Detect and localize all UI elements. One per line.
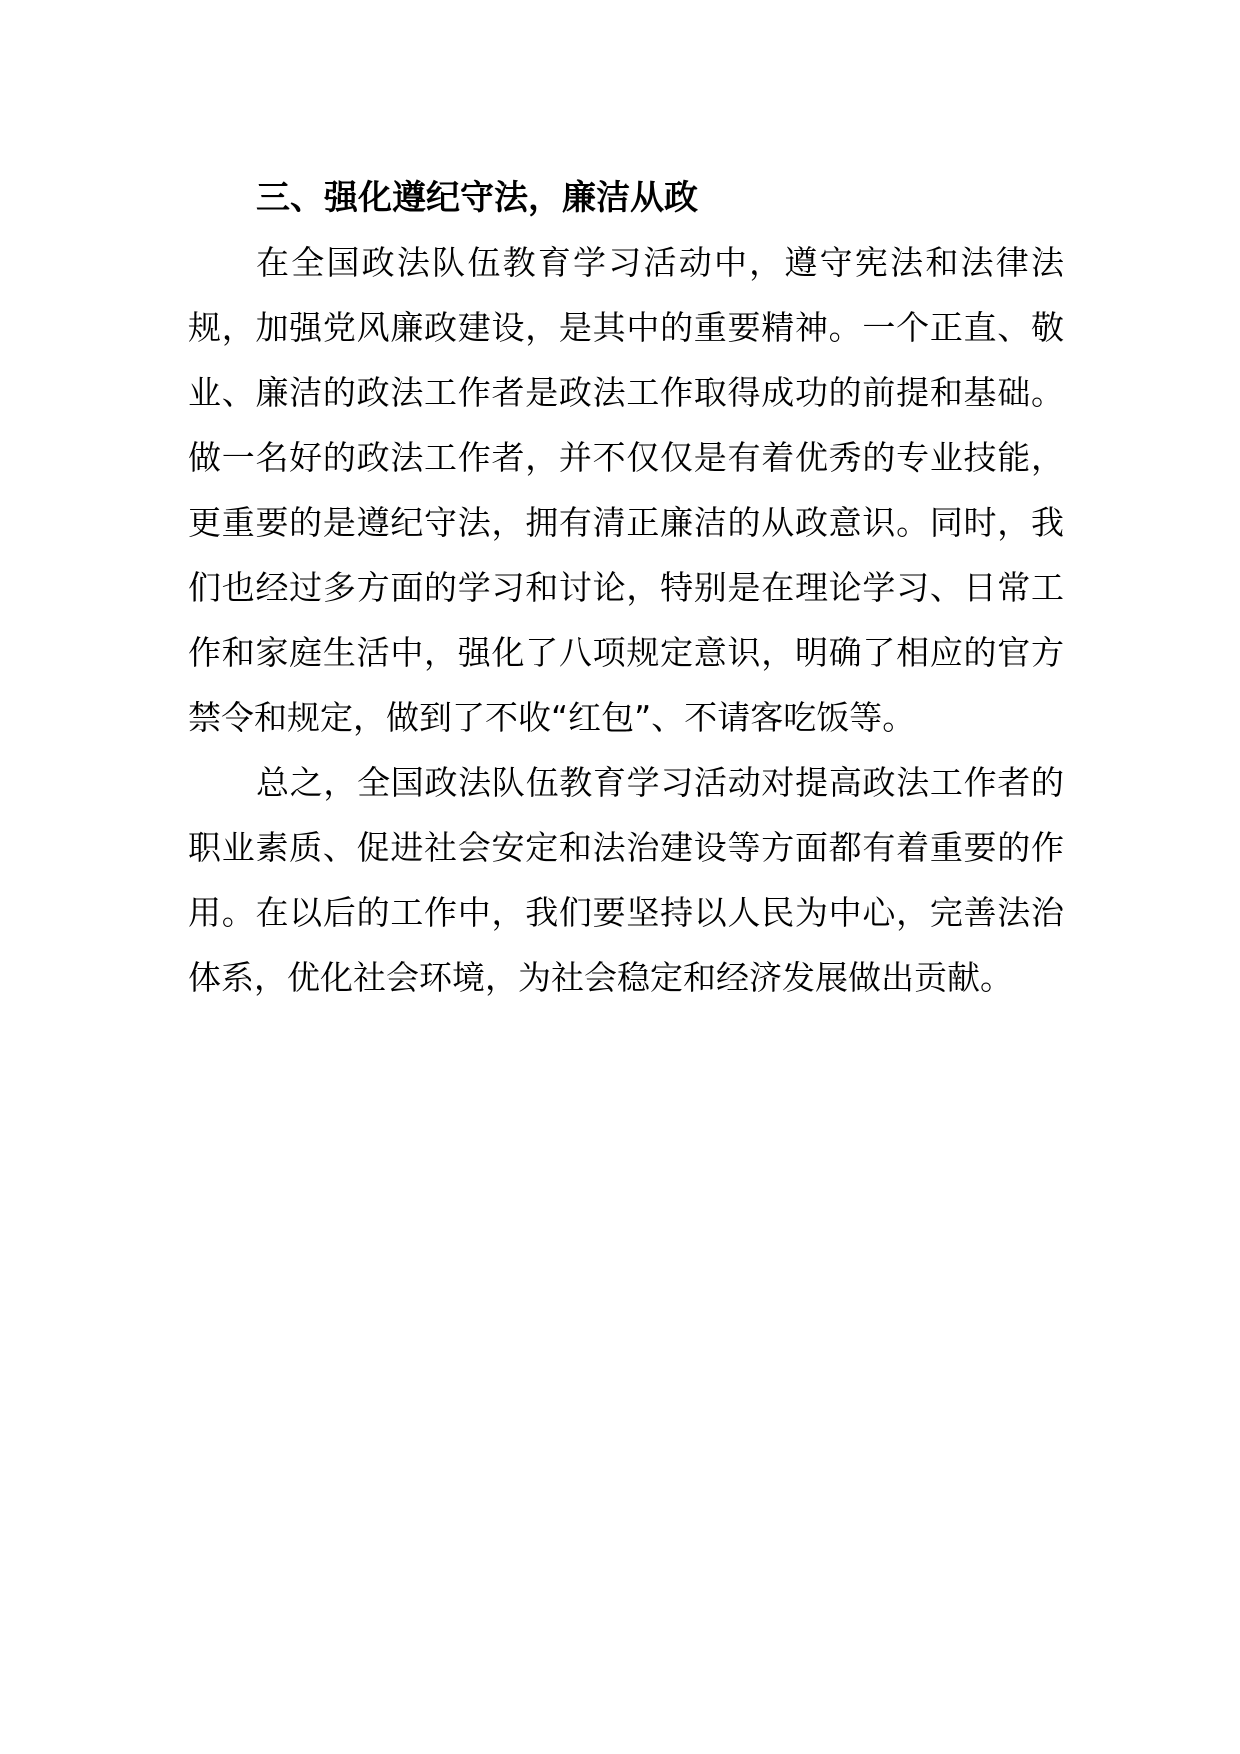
section-heading: 三、强化遵纪守法，廉洁从政 [256,178,698,218]
document-body [188,166,1064,1010]
paragraph-conclusion: 总之，全国政法队伍教育学习活动对提高政法工作者的职业素质、促进社会安定和法治建设等方面都有着重要的作用。在以后的工作中，我们要坚持以人民为中心，完善法治体系，优化社会环境，为社会稳定和经济发展做出贡献。 [188,763,1064,997]
paragraph-discipline: 在全国政法队伍教育学习活动中，遵守宪法和法律法规，加强党风廉政建设，是其中的重要精神。一个正直、敬业、廉洁的政法工作者是政法工作取得成功的前提和基础。做一名好的政法工作者，并不仅仅是有着优秀的专业技能，更重要的是遵纪守法，拥有清正廉洁的从政意识。同时，我们也经过多方面的学习和讨论，特别是在理论学习、日常工作和家庭生活中，强化了八项规定意识，明确了相应的官方禁令和规定，做到了不收“红包”、不请客吃饭等。 [188,243,1064,737]
